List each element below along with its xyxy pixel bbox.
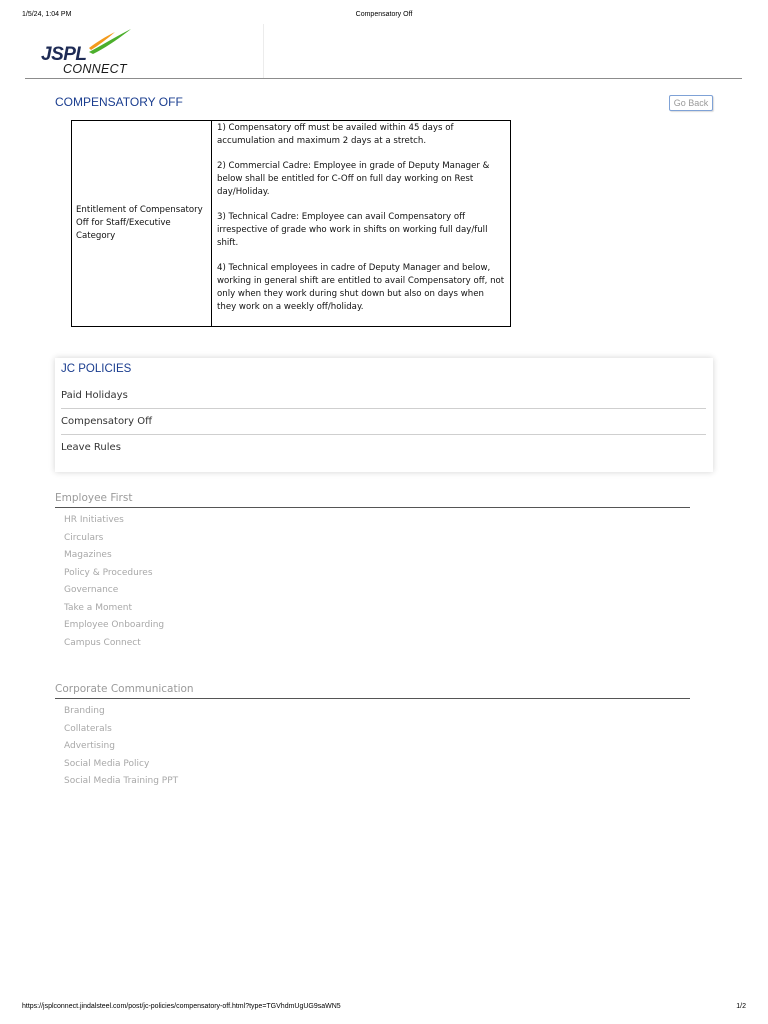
link-advertising[interactable]: Advertising [64,741,115,751]
header-divider [263,24,264,78]
entitlement-label-cell: Entitlement of Compensatory Off for Staff/Executive Category [72,121,212,327]
jc-policy-link-compensatory-off[interactable]: Compensatory Off [61,416,706,435]
logo-product-text: CONNECT [63,62,127,76]
link-take-a-moment[interactable]: Take a Moment [64,602,132,613]
link-magazines[interactable]: Magazines [64,550,112,560]
go-back-button[interactable]: Go Back [669,95,713,111]
policy-table [71,120,511,327]
print-title: Compensatory Off [355,11,413,18]
print-url: https://jsplconnect.jindalsteel.com/post/jc-policies/compensatory-off.html?type=TGVhdmUgUG9saWN5 [22,1003,341,1010]
jc-policies-panel [55,358,713,472]
employee-first-heading: Employee First [55,492,690,508]
jspl-connect-logo[interactable] [39,26,139,76]
link-social-media-training-ppt[interactable]: Social Media Training PPT [64,776,179,786]
logo-swoosh-icon [87,28,133,54]
jc-policies-title: JC POLICIES [61,363,132,375]
logo-brand-text: JSPL [41,44,87,65]
jc-policy-link-leave-rules[interactable]: Leave Rules [61,442,121,453]
link-social-media-policy[interactable]: Social Media Policy [64,758,150,769]
link-hr-initiatives[interactable]: HR Initiatives [64,515,124,525]
link-employee-onboarding[interactable]: Employee Onboarding [64,620,165,630]
link-collaterals[interactable]: Collaterals [64,723,112,734]
employee-first-links [64,515,164,655]
rules-cell [212,121,511,327]
rule-3: 3) Technical Cadre: Employee can avail Compensatory off irrespective of grade who work in shifts on working full day/full shift. [217,212,488,248]
corporate-communication-heading: Corporate Communication [55,683,690,699]
rule-4: 4) Technical employees in cadre of Deputy Manager and below, working in general shift are entitled to avail Compensatory off, not only when they work during shut down but also on days when they work on a weekly off/holiday. [217,263,505,312]
page-title: COMPENSATORY OFF [55,95,183,109]
jc-policy-link-paid-holidays[interactable]: Paid Holidays [61,390,706,409]
link-campus-connect[interactable]: Campus Connect [64,637,141,648]
rule-2: 2) Commercial Cadre: Employee in grade of Deputy Manager & below shall be entitled for C-Off on full day working on Rest day/Holiday. [217,161,490,197]
print-datetime: 1/5/24, 1:04 PM [22,11,72,18]
link-governance[interactable]: Governance [64,585,119,595]
link-branding[interactable]: Branding [64,706,105,716]
corporate-communication-links [64,706,178,794]
site-header [25,24,742,79]
print-page-number: 1/2 [736,1003,746,1010]
rule-1: 1) Compensatory off must be availed within 45 days of accumulation and maximum 2 days at a stretch. [217,123,454,146]
link-circulars[interactable]: Circulars [64,532,104,543]
table-row [72,121,511,327]
link-policy-procedures[interactable]: Policy & Procedures [64,567,153,578]
